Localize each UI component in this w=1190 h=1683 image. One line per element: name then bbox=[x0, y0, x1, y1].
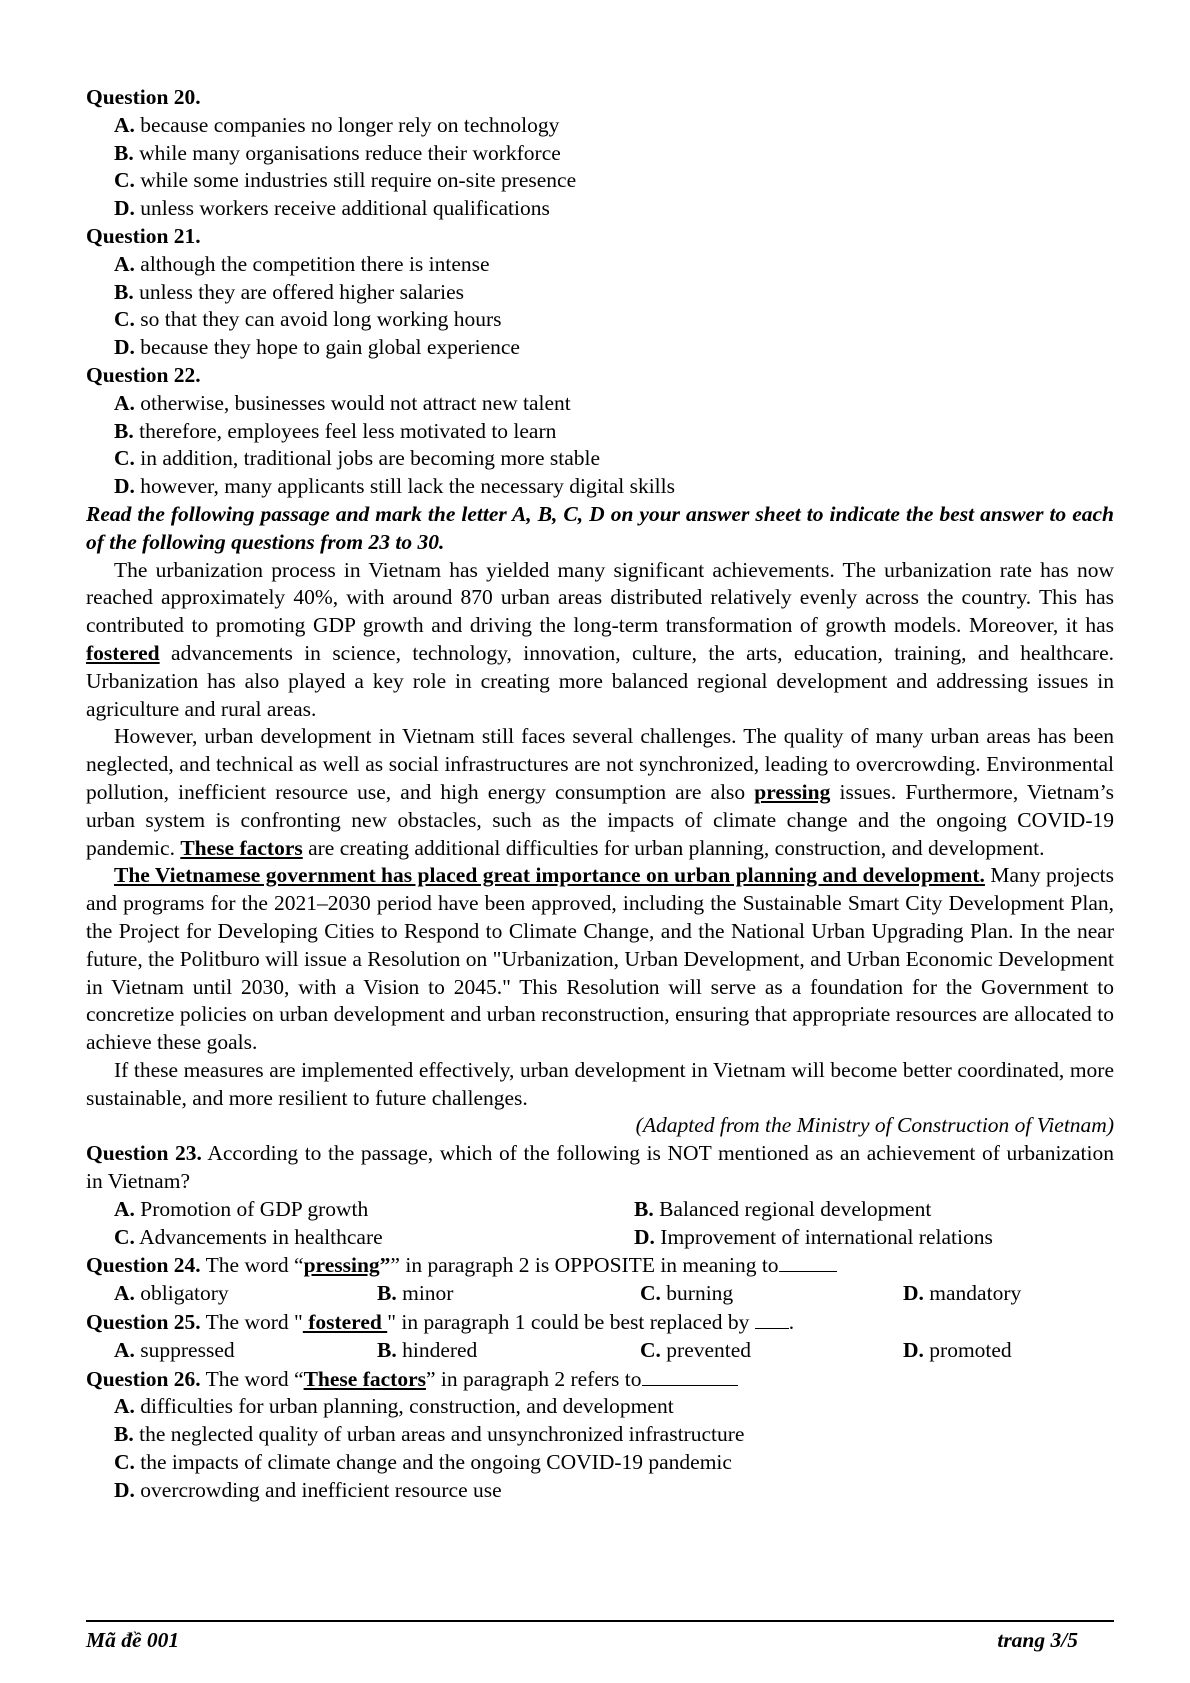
passage-paragraph-2: However, urban development in Vietnam still faces several challenges. The quality of many urban areas has been neglected, and technical as well as social infrastructures are not synchronized, leading to overcrowding. Environmental pollution, inefficient resource use, and high energy consumption are also pressing issues. Furthermore, Vietnam’s urban system is confronting new obstacles, such as the impacts of climate change and the ongoing COVID-19 pandemic. These factors are creating additional difficulties for urban planning, construction, and development. bbox=[86, 724, 1114, 860]
word-pressing: pressing bbox=[754, 779, 831, 804]
question-24 bbox=[86, 1251, 1114, 1308]
option-b: B. Balanced regional development bbox=[634, 1196, 932, 1221]
option-a: A. obligatory bbox=[114, 1281, 229, 1306]
option-c: C. Advancements in healthcare bbox=[114, 1224, 383, 1249]
question-25 bbox=[86, 1308, 1114, 1365]
option-b: B. while many organisations reduce their workforce bbox=[114, 140, 561, 165]
option-b: B. the neglected quality of urban areas and unsynchronized infrastructure bbox=[114, 1422, 745, 1447]
answer-blank bbox=[642, 1365, 738, 1386]
option-c: C. so that they can avoid long working hours bbox=[114, 307, 502, 332]
option-d: D. overcrowding and inefficient resource use bbox=[114, 1477, 502, 1502]
option-d: D. however, many applicants still lack the necessary digital skills bbox=[114, 474, 675, 499]
word-fostered: fostered bbox=[86, 640, 160, 665]
option-c: C. the impacts of climate change and the ongoing COVID-19 pandemic bbox=[114, 1450, 732, 1475]
option-d: D. promoted bbox=[903, 1337, 1012, 1362]
answer-blank bbox=[755, 1308, 789, 1329]
option-c: C. burning bbox=[640, 1281, 734, 1306]
option-a: A. difficulties for urban planning, construction, and development bbox=[114, 1394, 674, 1419]
question-stem: Question 24. The word “pressing”” in paragraph 2 is OPPOSITE in meaning to bbox=[86, 1251, 1114, 1280]
option-b: B. therefore, employees feel less motivated to learn bbox=[114, 418, 557, 443]
passage-paragraph-4: If these measures are implemented effectively, urban development in Vietnam will become better coordinated, more sustainable, and more resilient to future challenges. bbox=[86, 1057, 1114, 1110]
option-a: A. otherwise, businesses would not attract new talent bbox=[114, 390, 571, 415]
option-d: D. mandatory bbox=[903, 1281, 1022, 1306]
option-d: D. unless workers receive additional qualifications bbox=[114, 196, 550, 221]
exam-page bbox=[86, 84, 1114, 1505]
option-c: C. prevented bbox=[640, 1337, 752, 1362]
question-stem: Question 26. The word “These factors” in paragraph 2 refers to bbox=[86, 1365, 1114, 1394]
question-title: Question 20. bbox=[86, 85, 201, 109]
reading-passage bbox=[86, 557, 1114, 1141]
question-stem: Question 23. According to the passage, which of the following is NOT mentioned as an achievement of urbanization in Vietnam? bbox=[86, 1141, 1114, 1194]
passage-paragraph-1: The urbanization process in Vietnam has yielded many significant achievements. The urbanization rate has now reached approximately 40%, with around 870 urban areas distributed relatively evenly across the country. This has contributed to promoting GDP growth and driving the long-term transformation of growth models. Moreover, it has fostered advancements in science, technology, innovation, culture, the arts, education, training, and healthcare. Urbanization has also played a key role in creating more balanced regional development and addressing issues in agriculture and rural areas. bbox=[86, 557, 1114, 721]
option-c: C. in addition, traditional jobs are becoming more stable bbox=[114, 446, 601, 471]
page-footer bbox=[86, 1620, 1114, 1652]
option-c: C. while some industries still require on-site presence bbox=[114, 168, 577, 193]
answer-blank bbox=[779, 1251, 837, 1272]
option-a: A. suppressed bbox=[114, 1337, 235, 1362]
passage-paragraph-3: The Vietnamese government has placed great importance on urban planning and development. Many projects and programs for the 2021–2030 period have been approved, including the Sustainable Smart City Development Plan, the Project for Developing Cities to Respond to Climate Change, and the National Urban Upgrading Plan. In the near future, the Politburo will issue a Resolution on "Urbanization, Urban Development, and Urban Economic Development in Vietnam until 2030, with a Vision to 2045." This Resolution will serve as a foundation for the Government to concretize policies on urban development and urban reconstruction, ensuring that appropriate resources are allocated to achieve these goals. bbox=[86, 863, 1115, 1055]
option-b: B. minor bbox=[377, 1281, 454, 1306]
phrase-these-factors: These factors bbox=[180, 835, 303, 860]
question-21 bbox=[86, 223, 1114, 362]
question-26 bbox=[86, 1365, 1114, 1505]
option-b: B. hindered bbox=[377, 1337, 478, 1362]
question-stem: Question 25. The word " fostered " in paragraph 1 could be best replaced by . bbox=[86, 1310, 795, 1335]
question-23 bbox=[86, 1140, 1114, 1251]
sentence-underlined: The Vietnamese government has placed great importance on urban planning and development. bbox=[114, 863, 985, 888]
question-22 bbox=[86, 362, 1114, 501]
option-b: B. unless they are offered higher salaries bbox=[114, 279, 465, 304]
option-a: A. although the competition there is intense bbox=[114, 251, 490, 276]
question-title: Question 21. bbox=[86, 223, 201, 248]
option-d: D. because they hope to gain global experience bbox=[114, 335, 520, 360]
option-a: A. because companies no longer rely on technology bbox=[114, 112, 560, 137]
exam-code: Mã đề 001 bbox=[86, 1628, 180, 1652]
option-d: D. Improvement of international relations bbox=[634, 1224, 993, 1249]
question-title: Question 22. bbox=[86, 362, 201, 387]
question-20 bbox=[86, 84, 1114, 223]
page-number: trang 3/5 bbox=[997, 1628, 1078, 1652]
option-a: A. Promotion of GDP growth bbox=[114, 1196, 369, 1221]
section-instruction: Read the following passage and mark the letter A, B, C, D on your answer sheet to indicate the best answer to each of the following questions from 23 to 30. bbox=[86, 501, 1114, 554]
passage-source: (Adapted from the Ministry of Construction of Vietnam) bbox=[635, 1113, 1114, 1138]
